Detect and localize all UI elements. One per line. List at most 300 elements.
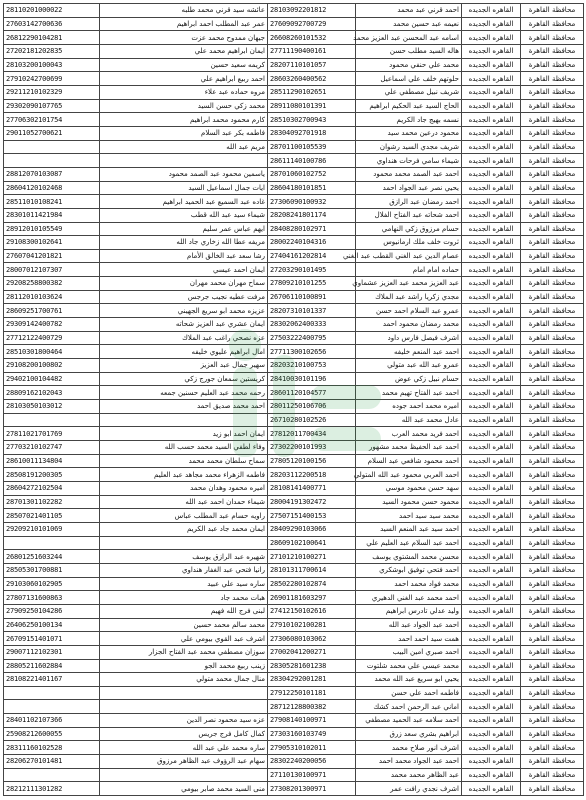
table-row (4, 768, 584, 782)
name-left: عزيزه محمد ابو سريع الجهيني (100, 304, 268, 318)
city-cell: القاهره الجديده (462, 318, 521, 332)
name-left: مرفت عطيه نجيب جرجس (100, 290, 268, 304)
governorate-cell: محافظة القاهرة (521, 768, 584, 782)
national-id-left: 26709151401071 (4, 632, 100, 646)
national-id-right: 28002240104316 (268, 236, 356, 250)
national-id-left: 29108300102641 (4, 236, 100, 250)
table-row (4, 58, 584, 72)
national-id-right: 27812011700434 (268, 427, 356, 441)
table-row (4, 167, 584, 181)
name-left: محمد زكي حسن السيد (100, 99, 268, 113)
governorate-cell: محافظة القاهرة (521, 755, 584, 769)
national-id-right: 26901181603297 (268, 591, 356, 605)
name-left: ايات جمال اسماعيل السيد (100, 181, 268, 195)
governorate-cell: محافظة القاهرة (521, 591, 584, 605)
national-id-right: 28409290103066 (268, 522, 356, 536)
national-id-right: 27303160103749 (268, 727, 356, 741)
name-left: منى السيد محمد صابر بيومي (100, 782, 268, 796)
national-id-right: 27805120100156 (268, 454, 356, 468)
name-left: شيماء سيد عبد الله قطب (100, 208, 268, 222)
national-id-left: 27910242700699 (4, 72, 100, 86)
national-id-left: 28401102107366 (4, 714, 100, 728)
name-right: محمد رمضان محمود احمد (356, 318, 462, 332)
city-cell: القاهره الجديده (462, 563, 521, 577)
table-row (4, 536, 584, 550)
national-id-left (4, 413, 100, 427)
city-cell: القاهره الجديده (462, 154, 521, 168)
national-id-right: 28004191302472 (268, 495, 356, 509)
governorate-cell: محافظة القاهرة (521, 99, 584, 113)
city-cell: القاهره الجديده (462, 85, 521, 99)
name-left: ايمان احمد ابو زيد (100, 427, 268, 441)
table-row (4, 468, 584, 482)
name-right: احمد فتحي توفيق ابوشكري (356, 563, 462, 577)
name-right: شريف نبيل مصطفي علي (356, 85, 462, 99)
name-right: حماده امام امام (356, 263, 462, 277)
table-row (4, 441, 584, 455)
city-cell: القاهره الجديده (462, 441, 521, 455)
name-left: محمد سالم محمد حسين (100, 618, 268, 632)
national-id-left (4, 536, 100, 550)
city-cell: القاهره الجديده (462, 700, 521, 714)
national-id-left (4, 700, 100, 714)
name-right: عبد الظاهر محمد محمد (356, 768, 462, 782)
name-right: سهد حسن محمود موسي (356, 481, 462, 495)
name-right: احمد العربي محمود عبد الله المتولي (356, 468, 462, 482)
table-row (4, 4, 584, 18)
national-id-left: 29302090107765 (4, 99, 100, 113)
name-left: كريستين سمعان جورج زكي (100, 372, 268, 386)
city-cell: القاهره الجديده (462, 400, 521, 414)
name-right: اشرف فيصل فارس داود (356, 331, 462, 345)
national-id-left: 28809162102043 (4, 386, 100, 400)
national-id-right: 28701100105539 (268, 140, 356, 154)
table-row (4, 345, 584, 359)
city-cell: القاهره الجديده (462, 72, 521, 86)
table-row (4, 481, 584, 495)
city-cell: القاهره الجديده (462, 31, 521, 45)
name-left: شيماء حمدان احمد عبد الله (100, 495, 268, 509)
table-row (4, 386, 584, 400)
table-row (4, 208, 584, 222)
governorate-cell: محافظة القاهرة (521, 577, 584, 591)
national-id-left: 28812070103087 (4, 167, 100, 181)
table-row (4, 509, 584, 523)
table-row (4, 290, 584, 304)
table-row (4, 495, 584, 509)
national-id-right: 28304092701918 (268, 126, 356, 140)
table-row (4, 782, 584, 796)
national-id-right: 27507151400153 (268, 509, 356, 523)
national-id-left: 26801251603244 (4, 550, 100, 564)
name-left: زينب ربيع محمد الجو (100, 659, 268, 673)
national-id-left: 28007012107307 (4, 263, 100, 277)
national-id-right: 27809210101255 (268, 277, 356, 291)
national-id-left: 26406250100134 (4, 618, 100, 632)
national-id-right: 27912250101181 (268, 686, 356, 700)
city-cell: القاهره الجديده (462, 768, 521, 782)
name-left: شهيره عبد الرازق يوسف (100, 550, 268, 564)
name-left: سهير جمال عبد العزيز (100, 359, 268, 373)
name-right: احمد عبد الجواد عبد الله (356, 618, 462, 632)
table-row (4, 318, 584, 332)
city-cell: القاهره الجديده (462, 249, 521, 263)
city-cell: القاهره الجديده (462, 290, 521, 304)
national-id-right: 28305281601238 (268, 659, 356, 673)
national-id-right: 27308201300971 (268, 782, 356, 796)
national-id-right: 28011250106706 (268, 400, 356, 414)
name-right: حسام مرزوق زكي النهامي (356, 222, 462, 236)
governorate-cell: محافظة القاهرة (521, 481, 584, 495)
national-id-right: 27412150102616 (268, 604, 356, 618)
governorate-cell: محافظة القاهرة (521, 386, 584, 400)
national-id-right: 28611140100786 (268, 154, 356, 168)
national-id-right: 27905310102011 (268, 741, 356, 755)
national-id-left: 27807131600863 (4, 591, 100, 605)
national-id-left: 28511010108241 (4, 195, 100, 209)
name-right: حلوتهم خلف علي اسماعيل (356, 72, 462, 86)
national-id-right: 27711300102656 (268, 345, 356, 359)
table-row (4, 427, 584, 441)
name-right: شريف مجدي السيد رشوان (356, 140, 462, 154)
city-cell: القاهره الجديده (462, 4, 521, 18)
national-id-left: 28311160102528 (4, 741, 100, 755)
governorate-cell: محافظة القاهرة (521, 550, 584, 564)
governorate-cell: محافظة القاهرة (521, 140, 584, 154)
governorate-cell: محافظة القاهرة (521, 686, 584, 700)
name-right: هاله السيد مطلب حسن (356, 44, 462, 58)
national-id-right: 28601120104577 (268, 386, 356, 400)
national-id-right: 26608260101532 (268, 31, 356, 45)
governorate-cell: محافظة القاهرة (521, 372, 584, 386)
name-left: منال جمال محمد متولي (100, 673, 268, 687)
name-left (100, 686, 268, 700)
table-row (4, 400, 584, 414)
city-cell: القاهره الجديده (462, 782, 521, 796)
name-left: رحمه محمد عبد العليم حسنين جمعه (100, 386, 268, 400)
table-row (4, 126, 584, 140)
name-right: همت سيد احمد احمد (356, 632, 462, 646)
city-cell: القاهره الجديده (462, 727, 521, 741)
city-cell: القاهره الجديده (462, 58, 521, 72)
name-right: احمد صبري امين البيب (356, 645, 462, 659)
table-row (4, 331, 584, 345)
city-cell: القاهره الجديده (462, 126, 521, 140)
governorate-cell: محافظة القاهرة (521, 522, 584, 536)
national-id-right: 28302062400333 (268, 318, 356, 332)
table-row (4, 645, 584, 659)
table-row (4, 85, 584, 99)
governorate-cell: محافظة القاهرة (521, 290, 584, 304)
name-left: مريم عبد الله (100, 140, 268, 154)
name-left (100, 536, 268, 550)
national-id-right: 27711190400161 (268, 44, 356, 58)
governorate-cell: محافظة القاهرة (521, 154, 584, 168)
name-left (100, 700, 268, 714)
name-left: ايمان عشري عبد العزيز شحاته (100, 318, 268, 332)
city-cell: القاهره الجديده (462, 604, 521, 618)
national-id-left: 27607041201821 (4, 249, 100, 263)
governorate-cell: محافظة القاهرة (521, 645, 584, 659)
table-row (4, 72, 584, 86)
national-id-left: 28212111301282 (4, 782, 100, 796)
national-id-right: 27306090100932 (268, 195, 356, 209)
national-id-left: 28103200100043 (4, 58, 100, 72)
table-row (4, 154, 584, 168)
governorate-cell: محافظة القاهرة (521, 44, 584, 58)
city-cell: القاهره الجديده (462, 618, 521, 632)
city-cell: القاهره الجديده (462, 427, 521, 441)
name-right: احمد قرني عبد محمد (356, 4, 462, 18)
name-right: عبد العزيز محمد عبد العزيز عشماوي (356, 277, 462, 291)
city-cell: القاهره الجديده (462, 755, 521, 769)
city-cell: القاهره الجديده (462, 468, 521, 482)
name-right: عمرو عبد السلام احمد حسن (356, 304, 462, 318)
governorate-cell: محافظة القاهرة (521, 495, 584, 509)
city-cell: القاهره الجديده (462, 113, 521, 127)
national-id-right: 28203112200518 (268, 468, 356, 482)
national-id-right: 28410030101196 (268, 372, 356, 386)
name-right: يحيي ابو سريع عبد الله محمد (356, 673, 462, 687)
national-id-left: 27202181202835 (4, 44, 100, 58)
table-row (4, 755, 584, 769)
city-cell: القاهره الجديده (462, 359, 521, 373)
national-id-left: 29103060102905 (4, 577, 100, 591)
governorate-cell: محافظة القاهرة (521, 604, 584, 618)
name-right: محمود درعين محمد سيد (356, 126, 462, 140)
governorate-cell: محافظة القاهرة (521, 400, 584, 414)
national-id-left: 28110201000022 (4, 4, 100, 18)
national-id-left: 29402100104482 (4, 372, 100, 386)
name-left: عزه سيد محمود نصر الدين (100, 714, 268, 728)
national-id-right: 28302240200056 (268, 755, 356, 769)
name-right: احمد عبد الحفيظ محمد مشهور (356, 441, 462, 455)
national-id-left: 28701301102282 (4, 495, 100, 509)
name-left: عائشه سيد قرني محمد طلبه (100, 4, 268, 18)
name-right: احمد عبد الجواد محمد احمد (356, 755, 462, 769)
national-id-right: 27101210100271 (268, 550, 356, 564)
governorate-cell: محافظة القاهرة (521, 331, 584, 345)
governorate-cell: محافظة القاهرة (521, 85, 584, 99)
name-right: احمد شحاته عبد الفتاح الفلال (356, 208, 462, 222)
national-id-right: 28207110101057 (268, 58, 356, 72)
national-id-left: 28805211602884 (4, 659, 100, 673)
national-id-left: 28108221401167 (4, 673, 100, 687)
city-cell: القاهره الجديده (462, 372, 521, 386)
national-id-left (4, 686, 100, 700)
name-right: الحاج السيد عبد الحكيم ابراهيم (356, 99, 462, 113)
table-row (4, 359, 584, 373)
name-right: مجدي زكريا راشد عبد الملاك (356, 290, 462, 304)
name-left: كارم محمود محمد ابراهيم (100, 113, 268, 127)
name-left: فاطمه الزهراء محمد مجاهد عبد العليم (100, 468, 268, 482)
beneficiaries-table (3, 3, 584, 796)
national-id-left: 28103050103012 (4, 400, 100, 414)
name-right: احمد عبد السلام عبد العليم علي (356, 536, 462, 550)
national-id-right: 27908140100971 (268, 714, 356, 728)
national-id-left: 28604272102504 (4, 481, 100, 495)
national-id-right: 27609092700729 (268, 17, 356, 31)
table-row (4, 372, 584, 386)
table-row (4, 741, 584, 755)
national-id-left: 27811021701769 (4, 427, 100, 441)
national-id-left: 28505301700881 (4, 563, 100, 577)
city-cell: القاهره الجديده (462, 495, 521, 509)
city-cell: القاهره الجديده (462, 686, 521, 700)
name-right: نسمه بهيج جاد الكريم (356, 113, 462, 127)
national-id-left: 27703210102747 (4, 441, 100, 455)
table-row (4, 632, 584, 646)
national-id-left: 29211210102329 (4, 85, 100, 99)
name-right: اشرف انور صلاح محمد (356, 741, 462, 755)
table-row (4, 591, 584, 605)
table-row (4, 263, 584, 277)
national-id-right: 28304292001281 (268, 673, 356, 687)
national-id-left (4, 768, 100, 782)
national-id-right: 27302200101993 (268, 441, 356, 455)
name-left: سماح مهران محمد مهران (100, 277, 268, 291)
national-id-left: 27712122400729 (4, 331, 100, 345)
table-row (4, 454, 584, 468)
governorate-cell: محافظة القاهرة (521, 536, 584, 550)
national-id-left: 29007112102301 (4, 645, 100, 659)
national-id-right: 28609102100641 (268, 536, 356, 550)
governorate-cell: محافظة القاهرة (521, 427, 584, 441)
table-row (4, 277, 584, 291)
name-right: ابراهيم بشري سعد زرق (356, 727, 462, 741)
governorate-cell: محافظة القاهرة (521, 126, 584, 140)
name-left: رشا سعد عبد الخالق الأمام (100, 249, 268, 263)
governorate-cell: محافظة القاهرة (521, 277, 584, 291)
governorate-cell: محافظة القاهرة (521, 4, 584, 18)
governorate-cell: محافظة القاهرة (521, 236, 584, 250)
city-cell: القاهره الجديده (462, 481, 521, 495)
name-left: مريفه عطا الله زخاري جاد الله (100, 236, 268, 250)
national-id-right: 26710280102526 (268, 413, 356, 427)
name-right: اشرف نجدي رافت عمر (356, 782, 462, 796)
name-left: ايمان ابراهيم محمد علي (100, 44, 268, 58)
table-row (4, 140, 584, 154)
governorate-cell: محافظة القاهرة (521, 509, 584, 523)
national-id-left: 28510301800464 (4, 345, 100, 359)
governorate-cell: محافظة القاهرة (521, 741, 584, 755)
name-right: عصام الدين عبد الغني القطب عبد الغني (356, 249, 462, 263)
national-id-left: 28609251700761 (4, 304, 100, 318)
city-cell: القاهره الجديده (462, 331, 521, 345)
name-right: وليد عدلي تادرس ابراهيم (356, 604, 462, 618)
national-id-right: 27203290101495 (268, 263, 356, 277)
city-cell: القاهره الجديده (462, 181, 521, 195)
table-row (4, 99, 584, 113)
national-id-right: 28712128800382 (268, 700, 356, 714)
national-id-right: 28603260400562 (268, 72, 356, 86)
name-right: احمد محمود شافعي عبد السلام (356, 454, 462, 468)
city-cell: القاهره الجديده (462, 632, 521, 646)
table-row (4, 659, 584, 673)
name-left: اشرف عبد القوي بيومي علي (100, 632, 268, 646)
name-left: كمال كامل فرج جريس (100, 727, 268, 741)
table-row (4, 618, 584, 632)
city-cell: القاهره الجديده (462, 167, 521, 181)
governorate-cell: محافظة القاهرة (521, 727, 584, 741)
name-right: اميره محمد احمد جوده (356, 400, 462, 414)
table-row (4, 700, 584, 714)
national-id-left (4, 140, 100, 154)
table-row (4, 304, 584, 318)
national-id-right: 28408280102971 (268, 222, 356, 236)
national-id-right: 28604180101851 (268, 181, 356, 195)
name-right: فاطمه احمد علي حسن (356, 686, 462, 700)
governorate-cell: محافظة القاهرة (521, 673, 584, 687)
name-right: عمرو عبد الله عبد متولي (356, 359, 462, 373)
table-row (4, 550, 584, 564)
national-id-left: 28508191200305 (4, 468, 100, 482)
name-right: محمد فواد محمد احمد (356, 577, 462, 591)
governorate-cell: محافظة القاهرة (521, 413, 584, 427)
name-left: مروه حماده عبد علاء (100, 85, 268, 99)
city-cell: القاهره الجديده (462, 44, 521, 58)
name-left: لبنى فرج الله فهيم (100, 604, 268, 618)
national-id-right: 28103092201812 (268, 4, 356, 18)
table-row (4, 563, 584, 577)
name-right: احمد محمد عبد الغني الدهيري (356, 591, 462, 605)
name-left: ايمان محمد جاد عبد الكريم (100, 522, 268, 536)
name-left: عزه نصحي راغب عبد الملاك (100, 331, 268, 345)
national-id-left: 28507021401105 (4, 509, 100, 523)
national-id-left: 29209210101069 (4, 522, 100, 536)
name-right: اسامه عبد المحسن عبد العزيز محمد (356, 31, 462, 45)
name-right: احمد عبد المنعم خليفه (356, 345, 462, 359)
city-cell: القاهره الجديده (462, 17, 521, 31)
national-id-left: 28301011421984 (4, 208, 100, 222)
city-cell: القاهره الجديده (462, 195, 521, 209)
national-id-right: 28511290102651 (268, 85, 356, 99)
national-id-right: 26706110100891 (268, 290, 356, 304)
name-left: سهام عبد الرؤوف عبد الظاهر مرزوق (100, 755, 268, 769)
table-row (4, 195, 584, 209)
city-cell: القاهره الجديده (462, 536, 521, 550)
city-cell: القاهره الجديده (462, 659, 521, 673)
name-left: ياسمين محمود عبد الصمد محمود (100, 167, 268, 181)
governorate-cell: محافظة القاهرة (521, 659, 584, 673)
national-id-right: 27110130100971 (268, 768, 356, 782)
national-id-left: 29309142400782 (4, 318, 100, 332)
table-row (4, 222, 584, 236)
name-left (100, 154, 268, 168)
governorate-cell: محافظة القاهرة (521, 454, 584, 468)
governorate-cell: محافظة القاهرة (521, 113, 584, 127)
city-cell: القاهره الجديده (462, 522, 521, 536)
national-id-right: 27503222400795 (268, 331, 356, 345)
national-id-right: 28911080101391 (268, 99, 356, 113)
governorate-cell: محافظة القاهرة (521, 632, 584, 646)
city-cell: القاهره الجديده (462, 454, 521, 468)
name-right: احمد عبد الفتاح تهيم محمد (356, 386, 462, 400)
city-cell: القاهره الجديده (462, 99, 521, 113)
name-left: ساره محمد علي عبد الله (100, 741, 268, 755)
city-cell: القاهره الجديده (462, 673, 521, 687)
national-id-right: 28502280102874 (268, 577, 356, 591)
governorate-cell: محافظة القاهرة (521, 208, 584, 222)
name-right: محسن محمد المشتوي يوسف (356, 550, 462, 564)
name-left: سماح سلطان محمد محمد (100, 454, 268, 468)
national-id-left: 29208258800382 (4, 277, 100, 291)
table-row (4, 727, 584, 741)
national-id-left: 29011052700621 (4, 126, 100, 140)
national-id-right: 28101311700614 (268, 563, 356, 577)
name-right: اماني عبد الرحمن احمد كشك (356, 700, 462, 714)
name-right: عادل محمد عبد الله (356, 413, 462, 427)
